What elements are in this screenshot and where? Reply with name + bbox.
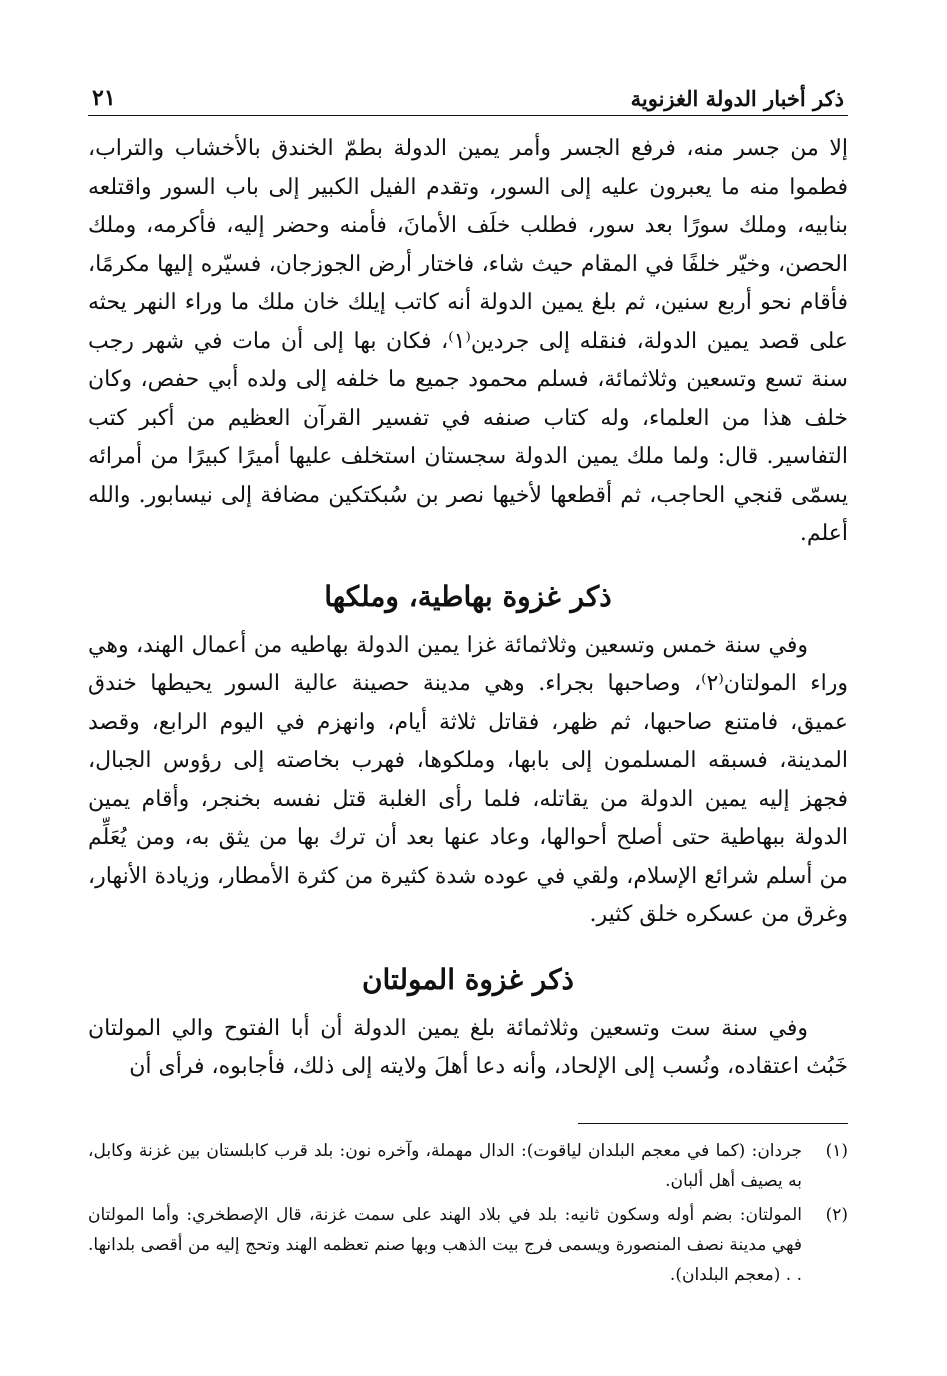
footnote-2 — [88, 1200, 848, 1290]
running-title: ذكر أخبار الدولة الغزنوية — [630, 86, 844, 111]
book-page — [88, 78, 848, 1294]
section-heading-multan: ذكر غزوة المولتان — [361, 962, 575, 996]
footnote-1 — [88, 1136, 848, 1196]
running-head — [88, 78, 848, 116]
paragraph-3: وفي سنة ست وتسعين وثلاثمائة بلغ يمين الدولة أن أبا الفتوح والي المولتان خَبُث اعتقاده، ونُسب إلى الإلحاد، وأنه دعا أهلَ ولايته إلى ذلك، فأجابوه، فرأى أن — [88, 1015, 848, 1079]
section-heading-bhatia: ذكر غزوة بهاطية، وملكها — [324, 579, 612, 613]
page-number: ٢١ — [92, 85, 116, 111]
footnote-marker: (٢) — [825, 1204, 848, 1225]
paragraph-1: إلا من جسر منه، فرفع الجسر وأمر يمين الدولة بطمّ الخندق بالأخشاب والتراب، فطموا منه ما يعبرون عليه إلى السور، وتقدم الفيل الكبير إلى باب السور واقتلعه بنابيه، وملك سورًا بعد سور، فطلب خلَف الأمانَ، فأمنه وحضر إليه، فأكرمه، وملك الحصن، وخيّر خلفًا في المقام حيث شاء، فاختار أرض الجوزجان، فسيّره إليها مكرمًا، فأقام نحو أربع سنين، ثم بلغ يمين الدولة أنه كاتب إيلك خان ملك ما وراء النهر يحثه على قصد يمين الدولة، فنقله إلى جردين⁽١⁾، فكان بها إلى أن مات في شهر رجب سنة تسع وتسعين وثلاثمائة، فسلم محمود جميع ما خلفه إلى ولده أبي حفص، وكان خلف هذا من العلماء، وله كتاب صنفه في تفسير القرآن العظيم من أكبر كتب التفاسير. قال: ولما ملك يمين الدولة سجستان استخلف عليها أميرًا كبيرًا من أمرائه يسمّى قنجي الحاجب، ثم أقطعها لأخيها نصر بن سُبكتكين مضافة إلى نيسابور. والله أعلم. — [88, 136, 848, 546]
footnotes — [88, 1136, 848, 1290]
paragraph-2: وفي سنة خمس وتسعين وثلاثمائة غزا يمين الدولة بهاطيه من أعمال الهند، وهي وراء المولتان⁽٢⁾، وصاحبها بجراء. وهي مدينة حصينة عالية السور يحيطها خندق عميق، فامتنع صاحبها، ثم ظهر، فقاتل ثلاثة أيام، وانهزم في اليوم الرابع، وقصد المدينة، فسبقه المسلمون إلى بابها، وملكوها، فهرب بخاصته إلى رؤوس الجبال، فجهز إليه يمين الدولة من يقاتله، فلما رأى الغلبة قتل نفسه بخنجر، وأقام يمين الدولة ببهاطية حتى أصلح أحوالها، وعاد عنها بعد أن ترك بها من يثق به، ومن يُعَلِّم من أسلم شرائع الإسلام، ولقي في عوده شدة كثيرة من كثرة الأمطار، وزيادة الأنهار، وغرق من عسكره خلق كثير. — [88, 632, 848, 927]
footnote-text: المولتان: بضم أوله وسكون ثانيه: بلد في بلاد الهند على سمت غزنة، قال الإصطخري: وأما المولتان فهي مدينة نصف المنصورة ويسمى فرج بيت الذهب وبها صنم تعظمه الهند وتحج إليه من أقصى بلدانها. . . (معجم البلدان). — [88, 1204, 802, 1285]
footnote-text: جردان: (كما في معجم البلدان لياقوت): الدال مهملة، وآخره نون: بلد قرب كابلستان بين غزنة وكابل، به يصيف أهل ألبان. — [88, 1140, 802, 1191]
footnote-marker: (١) — [825, 1140, 848, 1161]
body-text — [88, 130, 848, 1087]
footnote-separator — [578, 1123, 848, 1124]
